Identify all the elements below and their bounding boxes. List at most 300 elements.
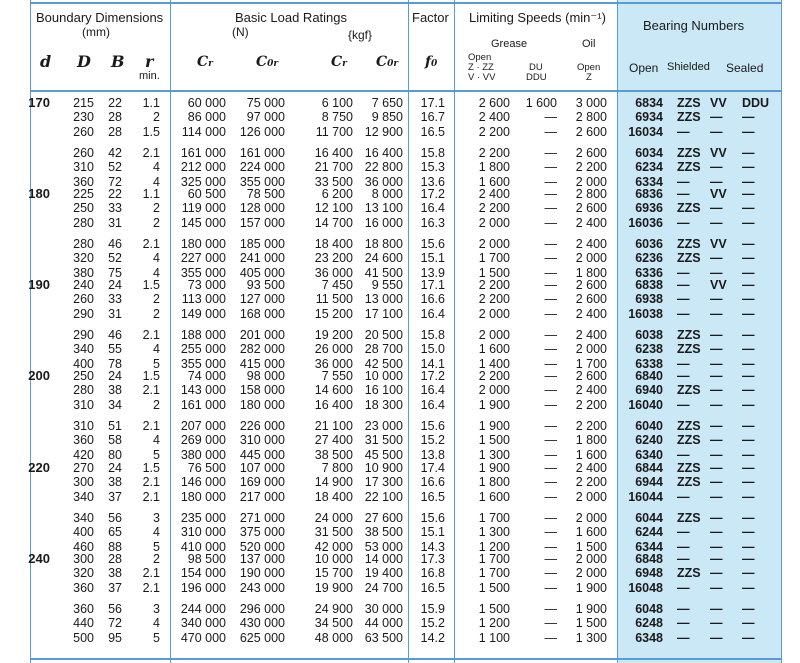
cell-g1: 2 600	[478, 96, 510, 110]
cell-bsh2: —	[710, 369, 723, 383]
cell-oil: 2 000	[575, 510, 607, 525]
cell-bs: —	[677, 187, 690, 201]
cell-d	[10, 398, 50, 412]
cell-r: 2	[153, 110, 160, 125]
cell-d: 180	[28, 186, 50, 201]
cell-bo: 6338	[635, 356, 663, 371]
cell-Crk: 15 700	[314, 566, 353, 581]
cell-bse: —	[742, 174, 755, 189]
cell-bsh2: —	[710, 160, 723, 175]
cell-oil: 1 500	[575, 616, 607, 631]
cell-bs: ZZS	[677, 251, 701, 266]
cell-Crk: 27 400	[314, 433, 353, 448]
cell-f0: 14.1	[420, 356, 445, 371]
cell-bs: ZZS	[677, 145, 701, 160]
cell-bsh2: VV	[710, 96, 727, 110]
cell-bsh2: —	[710, 306, 723, 321]
cell-r: 2	[153, 215, 160, 230]
cell-g2: —	[544, 616, 557, 631]
cell-Cr: 73 000	[187, 278, 226, 292]
cell-bs: ZZS	[677, 96, 701, 110]
cell-bo: 16040	[628, 397, 663, 412]
cell-bse: DDU	[742, 96, 770, 110]
cell-Crk: 11 700	[315, 124, 353, 139]
cell-bse: —	[742, 327, 755, 342]
cell-D: 270	[73, 461, 94, 475]
cell-B: 55	[108, 342, 122, 357]
cell-bo: 6236	[635, 251, 663, 266]
cell-Cr: 188 000	[180, 327, 226, 342]
cell-d	[10, 237, 50, 251]
cell-bs: ZZS	[677, 383, 701, 398]
cell-bs: —	[677, 630, 690, 645]
cell-bs: —	[677, 306, 690, 321]
column-divider	[454, 0, 455, 663]
cell-Cr: 180 000	[180, 236, 226, 251]
cell-bsh2: VV	[710, 278, 727, 292]
cell-g2: —	[544, 160, 557, 175]
cell-r: 2.1	[142, 236, 160, 251]
cell-D: 460	[73, 539, 94, 554]
cell-bse: —	[742, 187, 755, 201]
cell-bsh2: VV	[710, 236, 727, 251]
cell-bo: 6348	[635, 630, 663, 645]
cell-D: 250	[73, 201, 94, 216]
cell-B: 75	[108, 265, 122, 280]
cell-Cr: 380 000	[180, 447, 226, 462]
cell-B: 22	[108, 187, 122, 201]
cell-C0r: 201 000	[239, 327, 285, 342]
cell-Cr: 76 500	[187, 461, 226, 475]
cell-C0rk: 13 000	[364, 292, 403, 307]
cell-oil: 1 500	[575, 539, 607, 554]
cell-B: 72	[108, 174, 122, 189]
cell-Crk: 11 500	[315, 292, 353, 307]
cell-C0r: 415 000	[239, 356, 285, 371]
column-divider	[408, 0, 409, 663]
cell-C0rk: 16 400	[364, 145, 403, 160]
cell-g1: 1 800	[478, 475, 510, 490]
cell-C0r: 127 000	[239, 292, 285, 307]
cell-d	[10, 511, 50, 525]
cell-bsh2: —	[710, 489, 723, 504]
cell-oil: 1 700	[575, 356, 607, 371]
cell-bs: ZZS	[677, 433, 701, 448]
bearing-numbers-title: Bearing Numbers	[643, 18, 745, 33]
cell-r: 5	[153, 539, 160, 554]
cell-bsh2: —	[710, 110, 723, 125]
cell-bs: ZZS	[677, 342, 701, 357]
cell-bse: —	[742, 278, 755, 292]
cell-bse: —	[742, 489, 755, 504]
cell-Crk: 36 000	[314, 356, 353, 371]
cell-g2: —	[544, 236, 557, 251]
cell-C0r: 243 000	[239, 580, 285, 595]
cell-oil: 1 600	[575, 525, 607, 540]
cell-B: 95	[108, 630, 122, 645]
cell-bo: 16038	[628, 306, 663, 321]
cell-f0: 16.4	[420, 201, 445, 216]
cell-r: 1.1	[142, 187, 160, 201]
cell-d: 170	[28, 95, 50, 110]
cell-bs: —	[677, 580, 690, 595]
grease-open-label-2: Z · ZZ	[468, 62, 494, 73]
cell-B: 28	[108, 552, 122, 566]
cell-f0: 15.8	[420, 327, 445, 342]
cell-g2: —	[544, 187, 557, 201]
cell-bs: —	[677, 174, 690, 189]
cell-f0: 17.1	[420, 278, 445, 292]
cell-Crk: 24 900	[314, 601, 353, 616]
factor-title: Factor	[412, 10, 449, 25]
cell-g1: 2 000	[478, 383, 510, 398]
cell-bse: —	[742, 630, 755, 645]
cell-f0: 16.6	[420, 292, 445, 307]
cell-f0: 15.6	[420, 418, 445, 433]
cell-r: 2.1	[142, 327, 160, 342]
cell-C0r: 430 000	[239, 616, 285, 631]
cell-bse: —	[742, 418, 755, 433]
cell-bo: 6838	[635, 278, 663, 292]
cell-r: 2.1	[142, 580, 160, 595]
cell-Cr: 119 000	[181, 201, 226, 216]
cell-bs: —	[677, 397, 690, 412]
cell-Cr: 154 000	[180, 566, 226, 581]
cell-C0rk: 30 000	[364, 601, 403, 616]
cell-g1: 1 900	[478, 418, 510, 433]
cell-Crk: 42 000	[314, 539, 353, 554]
cell-D: 230	[73, 110, 94, 125]
cell-Cr: 227 000	[180, 251, 226, 266]
cell-C0rk: 18 300	[364, 397, 403, 412]
symbol-B: B	[111, 52, 125, 71]
cell-r: 3	[153, 601, 160, 616]
cell-D: 360	[73, 174, 94, 189]
cell-bs: —	[677, 616, 690, 631]
cell-d	[10, 328, 50, 342]
cell-D: 290	[73, 327, 94, 342]
cell-d	[10, 307, 50, 321]
cell-C0rk: 41 500	[364, 265, 403, 280]
cell-B: 51	[108, 418, 122, 433]
cell-bsh2: —	[710, 539, 723, 554]
cell-C0rk: 24 700	[364, 580, 403, 595]
grease-label: Grease	[491, 38, 528, 50]
cell-C0rk: 19 400	[364, 566, 403, 581]
cell-oil: 2 000	[575, 342, 607, 357]
cell-C0r: 310 000	[239, 433, 285, 448]
cell-bs: —	[677, 369, 690, 383]
cell-r: 4	[153, 342, 160, 357]
cell-oil: 2 600	[575, 201, 607, 216]
cell-d	[10, 581, 50, 595]
cell-r: 2	[153, 552, 160, 566]
cell-g1: 1 700	[478, 510, 510, 525]
cell-g1: 1 900	[478, 397, 510, 412]
cell-d	[10, 419, 50, 433]
cell-g1: 1 100	[478, 630, 510, 645]
cell-bsh2: —	[710, 552, 723, 566]
cell-Cr: 340 000	[180, 616, 226, 631]
grease-du-label-1: DU	[529, 62, 543, 73]
cell-g2: —	[544, 201, 557, 216]
cell-C0r: 217 000	[239, 489, 285, 504]
cell-g1: 1 900	[478, 461, 510, 475]
cell-bs: ZZS	[677, 201, 701, 216]
cell-bse: —	[742, 145, 755, 160]
cell-bs: ZZS	[677, 418, 701, 433]
cell-C0rk: 53 000	[364, 539, 403, 554]
symbol-D: D	[77, 52, 91, 71]
cell-D: 280	[73, 236, 94, 251]
cell-C0r: 282 000	[239, 342, 285, 357]
cell-D: 310	[73, 160, 94, 175]
cell-Crk: 38 500	[314, 447, 353, 462]
cell-d	[10, 566, 50, 580]
cell-f0: 15.6	[420, 236, 445, 251]
cell-bo: 6938	[635, 292, 663, 307]
cell-g1: 1 600	[478, 342, 510, 357]
cell-C0r: 185 000	[239, 236, 285, 251]
cell-bsh2: —	[710, 580, 723, 595]
cell-f0: 15.2	[420, 616, 445, 631]
cell-C0rk: 42 500	[364, 356, 403, 371]
cell-bse: —	[742, 342, 755, 357]
cell-f0: 17.2	[420, 369, 445, 383]
cell-C0rk: 27 600	[364, 510, 403, 525]
header-bottom-rule	[30, 90, 782, 92]
load-unit-kgf: {kgf}	[348, 28, 373, 42]
cell-r: 1.1	[142, 96, 160, 110]
limiting-speeds-title: Limiting Speeds (min⁻¹)	[469, 10, 606, 25]
cell-g1: 1 500	[478, 265, 510, 280]
cell-d	[10, 433, 50, 447]
cell-C0rk: 10 000	[364, 369, 403, 383]
cell-D: 240	[73, 278, 94, 292]
cell-oil: 1 800	[575, 433, 607, 448]
cell-r: 2	[153, 201, 160, 216]
cell-d	[10, 125, 50, 139]
cell-bsh2: —	[710, 418, 723, 433]
cell-g2: —	[544, 327, 557, 342]
cell-bse: —	[742, 552, 755, 566]
cell-Cr: 269 000	[180, 433, 226, 448]
cell-oil: 2 000	[575, 489, 607, 504]
cell-C0r: 137 000	[239, 552, 285, 566]
symbol-d: d	[40, 52, 52, 71]
cell-r: 4	[153, 174, 160, 189]
cell-g2: —	[544, 475, 557, 490]
cell-oil: 3 000	[575, 96, 607, 110]
cell-g2: —	[544, 566, 557, 581]
cell-bs: ZZS	[677, 327, 701, 342]
cell-oil: 1 800	[575, 265, 607, 280]
cell-bsh2: —	[710, 461, 723, 475]
cell-Cr: 355 000	[180, 265, 226, 280]
table-top-rule	[30, 2, 782, 4]
cell-B: 46	[108, 236, 122, 251]
cell-D: 440	[73, 616, 94, 631]
cell-C0rk: 17 100	[364, 306, 403, 321]
cell-C0rk: 36 000	[364, 174, 403, 189]
cell-d	[10, 525, 50, 539]
cell-bsh2: —	[710, 215, 723, 230]
cell-bo: 6244	[635, 525, 663, 540]
cell-Crk: 21 700	[314, 160, 353, 175]
cell-Crk: 24 000	[314, 510, 353, 525]
cell-g2: —	[544, 145, 557, 160]
cell-bsh2: —	[710, 433, 723, 448]
cell-D: 225	[73, 187, 94, 201]
cell-bs: ZZS	[677, 510, 701, 525]
cell-bse: —	[742, 251, 755, 266]
cell-r: 1.5	[142, 124, 160, 139]
cell-D: 250	[73, 369, 94, 383]
cell-g1: 2 200	[478, 201, 510, 216]
cell-g1: 2 000	[478, 215, 510, 230]
cell-g1: 2 000	[478, 306, 510, 321]
cell-Cr: 255 000	[180, 342, 226, 357]
boundary-unit: (mm)	[82, 25, 110, 39]
cell-f0: 13.9	[420, 265, 445, 280]
cell-oil: 2 400	[575, 461, 607, 475]
bn-shielded-label: Shielded	[667, 61, 710, 73]
cell-r: 2.1	[142, 475, 160, 490]
cell-C0rk: 9 550	[371, 278, 403, 292]
cell-Crk: 23 200	[314, 251, 353, 266]
cell-B: 33	[108, 292, 122, 307]
cell-bs: —	[677, 489, 690, 504]
cell-B: 56	[108, 601, 122, 616]
cell-bo: 6840	[635, 369, 663, 383]
cell-bse: —	[742, 616, 755, 631]
cell-C0rk: 22 800	[364, 160, 403, 175]
cell-d: 240	[28, 551, 50, 566]
cell-g1: 2 000	[478, 236, 510, 251]
cell-g1: 2 200	[478, 292, 510, 307]
cell-r: 1.5	[142, 461, 160, 475]
symbol-cr-n: Cr	[197, 54, 213, 70]
cell-bo: 6238	[635, 342, 663, 357]
cell-Crk: 18 400	[314, 236, 353, 251]
cell-D: 320	[73, 251, 94, 266]
cell-Crk: 12 100	[314, 201, 353, 216]
cell-f0: 16.4	[420, 397, 445, 412]
cell-g2: —	[544, 552, 557, 566]
cell-bse: —	[742, 110, 755, 125]
cell-oil: 2 600	[575, 292, 607, 307]
cell-Cr: 143 000	[180, 383, 226, 398]
cell-oil: 2 800	[575, 187, 607, 201]
cell-Crk: 8 750	[321, 110, 353, 125]
cell-bse: —	[742, 510, 755, 525]
cell-g1: 1 700	[478, 566, 510, 581]
cell-bs: ZZS	[677, 160, 701, 175]
cell-bsh2: —	[710, 251, 723, 266]
cell-bo: 6048	[635, 601, 663, 616]
cell-g1: 1 300	[478, 525, 510, 540]
cell-g1: 1 700	[478, 552, 510, 566]
cell-bo: 6936	[635, 201, 663, 216]
cell-bo: 6040	[635, 418, 663, 433]
cell-C0rk: 45 500	[364, 447, 403, 462]
cell-C0r: 271 000	[239, 510, 285, 525]
cell-bs: —	[677, 356, 690, 371]
cell-D: 290	[73, 306, 94, 321]
cell-bs: ZZS	[677, 236, 701, 251]
cell-r: 4	[153, 616, 160, 631]
cell-bs: ZZS	[677, 461, 701, 475]
cell-Crk: 6 200	[321, 187, 353, 201]
cell-oil: 2 000	[575, 174, 607, 189]
cell-g1: 1 700	[478, 251, 510, 266]
cell-bse: —	[742, 356, 755, 371]
cell-oil: 2 200	[575, 475, 607, 490]
cell-f0: 15.1	[420, 251, 445, 266]
cell-D: 360	[73, 601, 94, 616]
cell-bo: 6836	[635, 187, 663, 201]
cell-Cr: 60 000	[187, 96, 226, 110]
cell-oil: 2 400	[575, 383, 607, 398]
cell-D: 360	[73, 580, 94, 595]
cell-B: 24	[108, 278, 122, 292]
cell-bo: 16034	[628, 124, 663, 139]
cell-g2: —	[544, 630, 557, 645]
cell-bo: 6944	[635, 475, 663, 490]
cell-bsh2: —	[710, 342, 723, 357]
cell-C0rk: 14 000	[364, 552, 403, 566]
oil-label: Oil	[582, 38, 596, 50]
r-min-label: min.	[139, 70, 160, 82]
cell-D: 300	[73, 475, 94, 490]
cell-B: 52	[108, 251, 122, 266]
cell-Cr: 244 000	[180, 601, 226, 616]
cell-oil: 2 600	[575, 124, 607, 139]
cell-bs: —	[677, 539, 690, 554]
cell-bse: —	[742, 525, 755, 540]
cell-d	[10, 342, 50, 356]
cell-Crk: 18 400	[314, 489, 353, 504]
grease-du-label-2: DDU	[526, 72, 547, 83]
cell-C0rk: 9 850	[371, 110, 403, 125]
cell-D: 300	[73, 552, 94, 566]
cell-bs: —	[677, 601, 690, 616]
cell-D: 260	[73, 145, 94, 160]
cell-C0rk: 7 650	[371, 96, 403, 110]
cell-d	[10, 201, 50, 215]
cell-C0r: 445 000	[239, 447, 285, 462]
cell-bo: 6240	[635, 433, 663, 448]
cell-r: 2	[153, 292, 160, 307]
cell-bo: 6336	[635, 265, 663, 280]
cell-Cr: 325 000	[180, 174, 226, 189]
cell-oil: 2 000	[575, 251, 607, 266]
cell-Crk: 21 100	[314, 418, 353, 433]
cell-g1: 1 600	[478, 174, 510, 189]
cell-r: 2.1	[142, 418, 160, 433]
cell-d	[10, 475, 50, 489]
load-ratings-title: Basic Load Ratings	[235, 10, 348, 25]
cell-C0r: 520 000	[239, 539, 285, 554]
cell-r: 5	[153, 356, 160, 371]
cell-B: 38	[108, 566, 122, 581]
cell-r: 4	[153, 265, 160, 280]
cell-D: 260	[73, 124, 94, 139]
column-divider	[617, 0, 618, 663]
cell-oil: 2 400	[575, 306, 607, 321]
cell-B: 22	[108, 96, 122, 110]
cell-C0rk: 12 900	[364, 124, 403, 139]
